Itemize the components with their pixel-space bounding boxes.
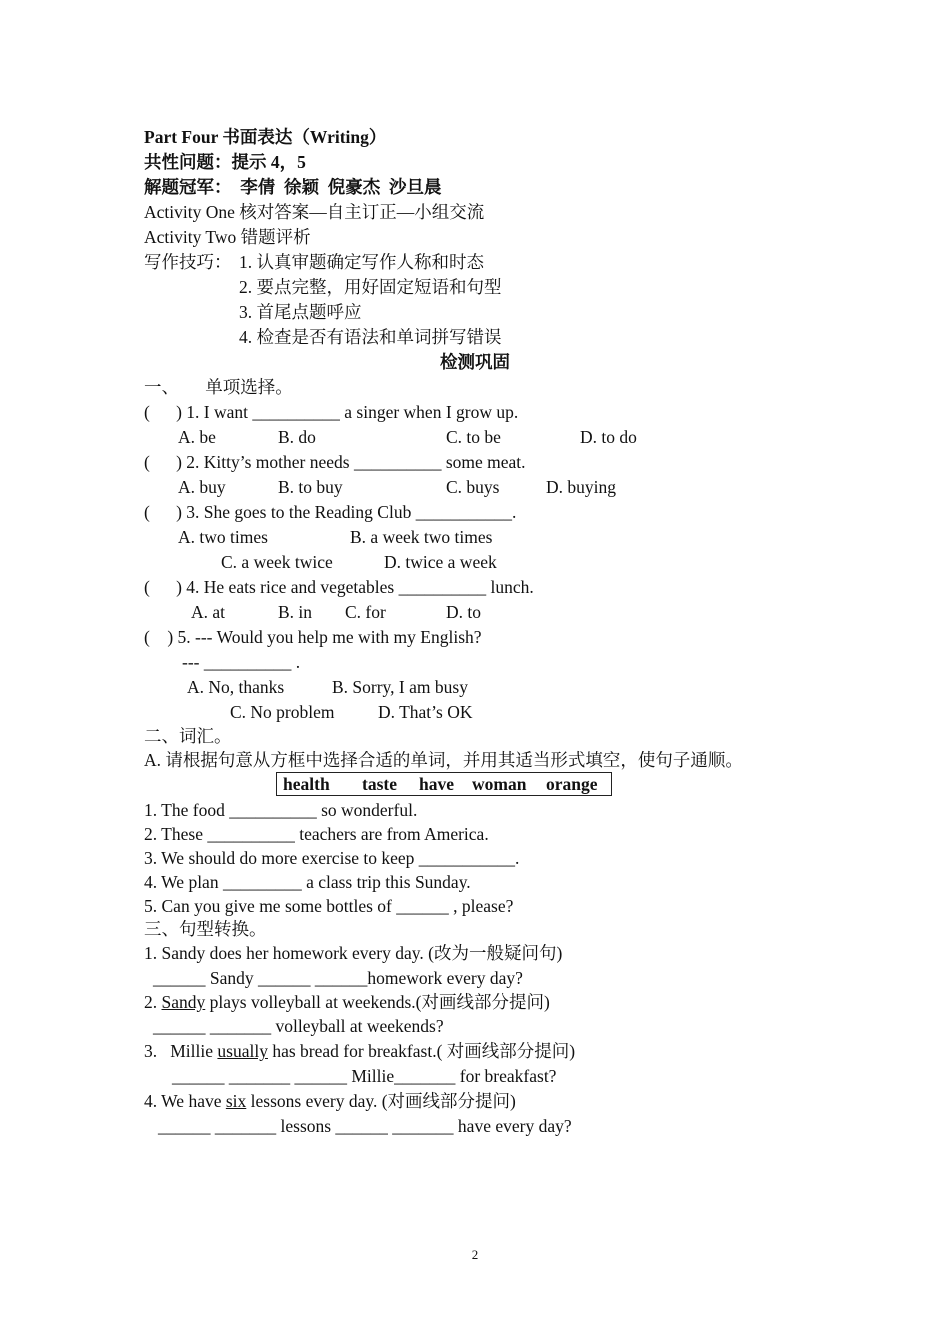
tip-item: 1. 认真审题确定写作人称和时态 [239,252,484,272]
transform-answer: ______ _______ ______ Millie_______ for breakfast? [172,1066,557,1086]
tips-label: 写作技巧： [144,252,232,272]
question-stem: ( ) 1. I want __________ a singer when I grow up. [144,402,519,422]
section-title: 检测巩固 [440,352,510,372]
vocab-item: 1. The food __________ so wonderful. [144,800,418,820]
option: A. be [178,427,216,447]
transform-question: 1. Sandy does her homework every day. (改为一般疑问句) [144,943,563,963]
question-stem: ( ) 2. Kitty’s mother needs __________ some meat. [144,452,526,472]
tip-item: 3. 首尾点题呼应 [239,302,362,322]
option: D. That’s OK [378,702,473,722]
question-reply: --- __________ . [182,652,301,672]
vocab-item: 4. We plan _________ a class trip this Sunday. [144,872,471,892]
question-stem: ( ) 4. He eats rice and vegetables __________ lunch. [144,577,534,597]
option: C. for [345,602,386,622]
part1-heading: 一、 单项选择。 [144,377,293,397]
option: B. in [278,602,313,622]
word-box-item: health [283,774,330,794]
word-box-item: orange [546,774,598,794]
option: B. do [278,427,316,447]
question-stem: ( ) 5. --- Would you help me with my English? [144,627,482,647]
option: C. No problem [230,702,335,722]
activity-one: Activity One 核对答案—自主订正—小组交流 [144,202,485,222]
part2-instruction: A. 请根据句意从方框中选择合适的单词，并用其适当形式填空，使句子通顺。 [144,750,743,770]
option: D. to [446,602,481,622]
question-rest: has bread for breakfast.( 对画线部分提问) [267,1041,576,1061]
word-box [276,772,612,796]
option: C. to be [446,427,501,447]
question-rest: plays volleyball at weekends.(对画线部分提问) [205,992,550,1012]
vocab-item: 2. These __________ teachers are from America. [144,824,489,844]
common-problems: 共性问题：提示 4，5 [144,152,306,172]
option: C. buys [446,477,500,497]
vocab-item: 5. Can you give me some bottles of ______ , please? [144,896,514,916]
question-number: 4. We have [144,1091,226,1111]
part-title: Part Four 书面表达（Writing） [144,127,387,147]
question-rest: lessons every day. (对画线部分提问) [246,1091,516,1111]
question-stem: ( ) 3. She goes to the Reading Club ___________. [144,502,517,522]
question-number: 2. [144,992,162,1012]
part3-heading: 三、句型转换。 [144,919,267,939]
option: B. Sorry, I am busy [332,677,468,697]
option: A. two times [178,527,268,547]
underlined-word: usually [217,1041,268,1061]
part2-heading: 二、词汇。 [144,726,232,746]
underlined-word: six [225,1091,247,1111]
word-box-item: have [419,774,454,794]
option: C. a week twice [221,552,333,572]
option: A. at [191,602,226,622]
vocab-item: 3. We should do more exercise to keep ___________. [144,848,520,868]
question-number: 3. Millie [144,1041,218,1061]
transform-question [144,1090,516,1112]
word-box-item: taste [362,774,397,794]
underlined-word: Sandy [161,992,206,1012]
option: A. buy [178,477,226,497]
transform-question [144,1040,575,1062]
tip-item: 4. 检查是否有语法和单词拼写错误 [239,327,502,347]
option: D. buying [546,477,616,497]
option: B. to buy [278,477,343,497]
activity-two: Activity Two 错题评析 [144,227,311,247]
word-box-item: woman [472,774,527,794]
transform-answer: ______ _______ volleyball at weekends? [153,1016,444,1036]
option: A. No, thanks [187,677,285,697]
page-number: 2 [471,1247,479,1262]
option: B. a week two times [350,527,493,547]
option: D. to do [580,427,637,447]
champions: 解题冠军： 李倩 徐颖 倪豪杰 沙旦晨 [144,177,442,197]
transform-question [144,991,550,1013]
transform-answer: ______ Sandy ______ ______homework every day? [153,968,523,988]
transform-answer: ______ _______ lessons ______ _______ have every day? [158,1116,572,1136]
option: D. twice a week [384,552,497,572]
tip-item: 2. 要点完整，用好固定短语和句型 [239,277,502,297]
